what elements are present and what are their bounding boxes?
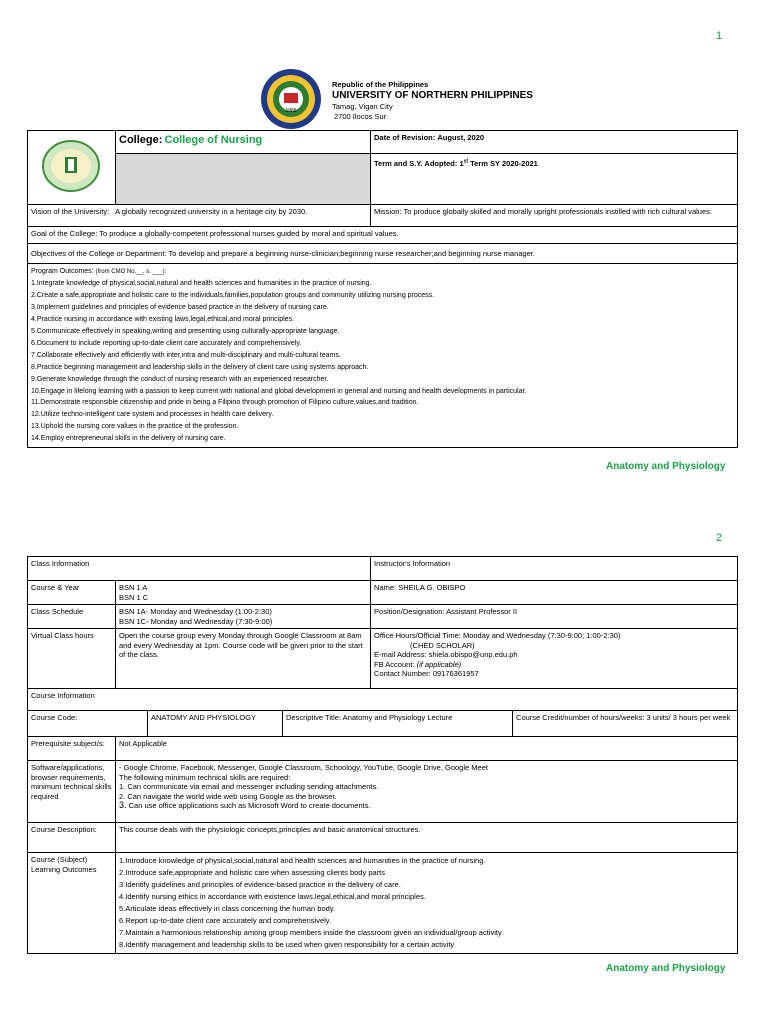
- page-footer-1: Anatomy and Physiology: [606, 461, 726, 472]
- fb-label: FB Account:: [374, 659, 415, 669]
- objectives-label: Objectives of the College or Department:: [31, 248, 167, 258]
- program-outcome: 2.Create a safe,appropriate and holistic care to the individuals,families,population groups and community utilizing nursing process.: [31, 292, 435, 300]
- instructor-info-header: Instructor's Information: [371, 557, 738, 581]
- page-footer-2: Anatomy and Physiology: [606, 963, 726, 974]
- program-outcome: 6.Document to include reporting up-to-date client care accurately and comprehensively.: [31, 339, 302, 347]
- vision-label: Vision of the University:: [31, 206, 110, 216]
- email-address: E-mail Address: shiela.obispo@unp.edu.ph: [374, 650, 518, 659]
- learning-outcomes-label: Course (Subject) Learning Outcomes: [28, 853, 116, 954]
- learning-outcome: 3.Identify guidelines and principles of evidence-based practice in the delivery of care.: [119, 880, 401, 889]
- program-outcome: 5.Communicate effectively in speaking,writing and presenting using culturally-appropriate language.: [31, 328, 340, 336]
- university-seal-icon: [260, 68, 322, 130]
- goal-label: Goal of the College:: [31, 228, 98, 238]
- schedule-1: BSN 1A- Monday and Wednesday (1:00-2:30): [119, 607, 272, 616]
- schedule-label: Class Schedule: [28, 605, 116, 629]
- term-sup: st: [463, 158, 469, 165]
- virtual-label: Virtual Class hours: [28, 629, 116, 689]
- description-label: Course Description:: [28, 823, 116, 853]
- university-name: UNIVERSITY OF NORTHERN PHILIPPINES: [332, 90, 533, 101]
- software-cell: [116, 761, 738, 823]
- learning-outcome: 5.Articulate ideas effectively in class concerning the human body.: [119, 904, 336, 913]
- virtual-text: Open the course group every Monday through Google Classroom at 8am and every Wednesday at 1pm. Course code will be given prior to the start of the class.: [116, 629, 371, 689]
- outcomes-label: Program Outcomes:: [31, 267, 94, 275]
- office-hours: Office Hours/Official Time: Monday and Wednesday (7:30-9:00; 1:00-2:30): [374, 631, 621, 640]
- page-number-1: 1: [716, 30, 723, 42]
- skill-item-number: 3.: [119, 800, 127, 810]
- software-label: Software/applications, browser requirements, minimum technical skills required: [28, 761, 116, 823]
- program-outcome: 4.Practice nursing in accordance with existing laws,legal,ethical,and moral principles.: [31, 316, 295, 324]
- objectives-text: To develop and prepare a beginning nurse-clinician;beginning nurse researcher;and beginning nurse manager.: [168, 248, 535, 258]
- learning-outcome: 2.Introduce safe,appropriate and holistic care when assessing clients body parts: [119, 868, 385, 877]
- date-revision-value: August, 2020: [437, 133, 485, 142]
- program-outcome: 8.Practice beginning management and leadership skills in the delivery of client care using systems approach.: [31, 363, 369, 371]
- program-outcome: 12.Utilize techno-intelligent care system and processes in health care delivery.: [31, 411, 274, 419]
- college-label: College:: [119, 134, 163, 146]
- term-value: Term SY 2020-2021: [470, 159, 538, 169]
- program-outcome: 10.Engage in lifelong learning with a passion to keep current with national and global development in general and nursing and health developments in particular.: [31, 387, 527, 395]
- objectives-cell: [28, 243, 738, 263]
- course-credit: Course Credit/number of hours/weeks: 3 units/ 3 hours per week: [513, 711, 738, 737]
- description-text: This course deals with the physiologic concepts,principles and basic anatomical structures.: [116, 823, 738, 853]
- goal-text: To produce a globally-competent professional nurses guided by moral and spiritual values.: [99, 228, 399, 238]
- program-outcome: 1.Integrate knowledge of physical,social,natural and health sciences and humanities in the practice of nursing.: [31, 280, 372, 288]
- software-list: - Google Chrome, Facebook, Messenger, Google Classroom, Schoology, YouTube, Google Drive, Google Meet: [119, 763, 488, 772]
- skill-item: 1. Can communicate via email and messenger including sending attachments.: [119, 782, 379, 791]
- skill-item: Can use office applications such as Microsoft Word to create documents.: [128, 801, 371, 810]
- college-name: College of Nursing: [164, 134, 263, 146]
- course-code-value: ANATOMY AND PHYSIOLOGY: [148, 711, 283, 737]
- fb-value: (if applicable): [416, 659, 462, 669]
- college-gray-cell: [116, 154, 371, 204]
- learning-outcome: 4.Identify nursing ethics in accordance with existence laws,legal,ethical,and moral principles.: [119, 892, 426, 901]
- course-year-cell: [116, 581, 371, 605]
- college-logo-icon: [32, 137, 110, 195]
- college-name-cell: [116, 131, 371, 154]
- date-revision-cell: [371, 131, 738, 154]
- instructor-name: Name: SHEILA G. OBISPO: [371, 581, 738, 605]
- republic-label: Republic of the Philippines: [332, 80, 429, 89]
- address-line-2: 2700 Ilocos Sur: [334, 112, 387, 121]
- seal-year: 1965: [285, 108, 297, 114]
- goal-cell: [28, 226, 738, 243]
- contact-cell: [371, 629, 738, 689]
- skills-intro: The following minimum technical skills are required:: [119, 772, 291, 782]
- contact-number: Contact Number: 09176361957: [374, 669, 479, 678]
- learning-outcomes-cell: [116, 853, 738, 954]
- course-info-header: Course Information: [28, 689, 738, 711]
- mission-text: To produce globally skilled and morally upright professionals instilled with rich cultural values.: [403, 206, 712, 216]
- program-outcomes-cell: [28, 263, 738, 448]
- program-outcome: 7.Collaborate effectively and efficiently with inter,intra and multi-disciplinary and multi-cultural teams.: [31, 351, 341, 359]
- vision-cell: [28, 204, 371, 226]
- course-year-1: BSN 1 A: [119, 583, 148, 592]
- university-header: [256, 68, 556, 130]
- mission-cell: [371, 204, 738, 226]
- learning-outcome: 6.Report up-to-date client care accurately and comprehensively.: [119, 916, 332, 925]
- course-year-2: BSN 1 C: [119, 592, 149, 602]
- course-code-label: Course Code:: [28, 711, 148, 737]
- term-number: 1: [459, 159, 464, 169]
- class-info-header: Class Information: [28, 557, 371, 581]
- ched-scholar: (CHED SCHOLAR): [410, 640, 475, 650]
- learning-outcome: 1.Introduce knowledge of physical,social,natural and health sciences and humanities in the practice of nursing.: [119, 856, 486, 865]
- class-info-table: [27, 556, 738, 954]
- prereq-label: Prerequisite subject/s:: [28, 737, 116, 761]
- schedule-cell: [116, 605, 371, 629]
- program-outcome: 11.Demonstrate responsible citizenship and pride in being a Filipino through promotion of Filipino culture,values,and tradition.: [31, 399, 419, 407]
- program-outcome: 13.Uphold the nursing core values in the practice of the profession.: [31, 423, 239, 431]
- learning-outcome: 8.Identify management and leadership skills to be used when given responsibility for a certain activity: [119, 940, 455, 949]
- program-outcome: 14.Employ entrepreneurial skills in the delivery of nursing care.: [31, 435, 226, 443]
- mission-label: Mission:: [374, 206, 402, 216]
- term-label: Term and S.Y. Adopted:: [374, 159, 458, 169]
- vision-text: A globally recognized university in a heritage city by 2030.: [115, 206, 308, 216]
- college-info-table: [27, 130, 738, 448]
- term-cell: [371, 154, 738, 204]
- page-number-2: 2: [716, 532, 723, 544]
- outcomes-ref: (from CMO No.__, s. ___):: [95, 268, 167, 275]
- date-revision-label: Date of Revision:: [374, 133, 436, 142]
- schedule-2: BSN 1C- Monday and Wednesday (7:30-9:00): [119, 616, 273, 626]
- program-outcome: 3.Implement guidelines and principles of evidence based practice in the delivery of nursing care.: [31, 304, 329, 312]
- address-line-1: Tamag, Vigan City: [332, 102, 393, 111]
- program-outcome: 9.Generate knowledge through the conduct of nursing research with an experienced researcher.: [31, 375, 329, 383]
- college-logo-cell: [28, 131, 116, 205]
- course-year-label: Course & Year: [28, 581, 116, 605]
- descriptive-title: Descriptive Title: Anatomy and Physiology Lecture: [283, 711, 513, 737]
- learning-outcome: 7.Maintain a harmonious relationship among group members inside the classroom given an individual/group activity: [119, 928, 502, 937]
- position-cell: Position/Designation: Assistant Professor II: [371, 605, 738, 629]
- skill-item: 2. Can navigate the world wide web using Google as the browser.: [119, 791, 337, 801]
- prereq-value: Not Applicable: [116, 737, 738, 761]
